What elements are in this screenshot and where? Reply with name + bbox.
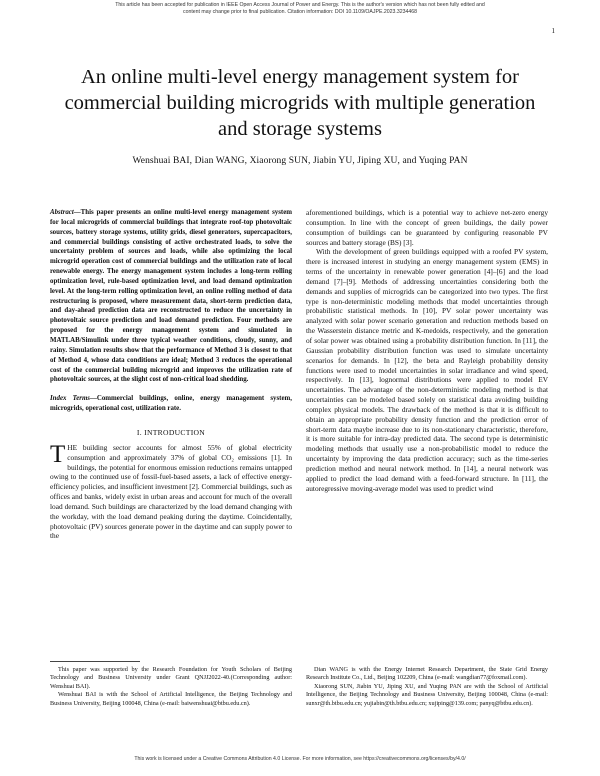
index-terms-text: —Commercial buildings, online, energy management system, microgrids, operational cost, utilization rate. (50, 395, 292, 413)
index-terms (50, 394, 292, 414)
affiliation-footnote-3: Xiaorong SUN, Jiabin YU, Jiping XU, and Yuqing PAN are with the School of Artificial Intelligence, the Beijing Technology and Business University, Beijing 100048, China (e-mail: sunxr@th.btbu.edu.cn; yujiabin@th.btbu.edu.cn; xujiping@139.com; panyq@btbu.edu.cn). (306, 682, 548, 707)
footnote-rule (50, 661, 140, 662)
introduction-text: HE building sector accounts for almost 55% of global electricity consumption and approximately 37% of global CO₂ emissions [1]. In buildings, the potential for enormous emission reductions remains untapped owing to the continued use of fossil-fuel-based assets, a lack of effective energy-efficiency policies, and insufficient investment [2]. Commercial buildings, such as offices and banks, widely exist in urban areas and account for much of the overall load demand. Such buildings are characterized by the load demand changing with the workday, with the load demand peaking during the daytime. Coincidentally, photovoltaic (PV) sources generate power in the daytime and can supply power to the (50, 442, 293, 541)
publication-banner: This article has been accepted for publication in IEEE Open Access Journal of Power and Energy. This is the author's version which has not been fully edited and content may change prior to final publication. Citation information: DOI 10.1109/OAJPE.2023.3234468 (115, 2, 485, 15)
index-terms-lead: Index Terms (50, 395, 90, 403)
introduction-paragraph (50, 440, 293, 541)
abstract-lead: Abstract (50, 209, 74, 216)
abstract-text: —This paper presents an online multi-level energy management system for local microgrids of commercial buildings that integrate roof-top photovoltaic sources, battery storage systems, utility grids, diesel generators, supercapacitors, and commercial buildings consisting of active orchestrated loads, to solve the uncertainty problem of sources and loads, while also optimizing the local microgrid operation cost of commercial buildings and the utilization rate of local renewable energy. The energy management system includes a long-term rolling optimization level, rule-based optimization level, and load demand optimization level. At the long-term rolling optimization level, an online rolling method of data restructuring is proposed, where measurement data, short-term prediction data, and day-ahead prediction data are reconstructed to reduce the uncertainty in photovoltaic source prediction and load demand prediction. Four methods are proposed for the energy management system and simulated in MATLAB/Simulink under three typical weather conditions, cloudy, sunny, and rainy. Simulation results show that the performance of Method 3 is closest to that of Method 4, whose data conditions are ideal; Method 3 reduces the operational cost of the commercial building microgrid and improves the utilization rate of photovoltaic sources, at the slight cost of non-critical load shedding. (50, 209, 292, 384)
page-number: 1 (551, 27, 555, 35)
affiliation-footnote-1: Wenshuai BAI is with the School of Artificial Intelligence, the Beijing Technology and Business University, Beijing 100048, China (e-mail: baiwenshuai@btbu.edu.cn). (50, 691, 292, 707)
abstract (50, 208, 292, 385)
author-list: Wenshuai BAI, Dian WANG, Xiaorong SUN, Jiabin YU, Jiping XU, and Yuqing PAN (132, 156, 468, 166)
left-column (50, 208, 292, 541)
right-column (306, 208, 548, 493)
right-paragraph-2: With the development of green buildings equipped with a roofed PV system, there is increased interest in studying an energy management system (EMS) in terms of the uncertainty in renewable power generation [4]–[6] and the load demand [7]–[9]. Methods of addressing uncertainties considering both the demands and supplies of microgrids can be categorized into two types. The first type is non-deterministic modeling methods that model uncertainties through probabilistic statistical methods. In [10], PV solar power uncertainty was analyzed with solar power scenario generation and reduction methods based on the Wasserstein distance metric and K-medoids, respectively, and the generation of solar power was obtained using a probability distribution function. In [11], the Gaussian probability distribution function was used to simulate uncertainty scenarios for demands. In [12], the beta and Rayleigh probability density functions were used to model uncertainties in solar irradiance and wind speed, respectively. In [13], lognormal distributions were applied to model EV uncertainties. The advantage of the non-deterministic modeling method is that uncertainties can be modeled based solely on statistical data avoiding building complex physical models. The drawback of the method is that it is difficult to obtain an appropriate probability density function and the prediction error of short-term data maybe increase due to its non-stationary characteristic, therefore, it is more suitable for intra-day predicted data. The second type is deterministic modeling methods that usually use a non-probabilistic model to reduce the uncertainty by improving the data prediction accuracy; such as the time-series prediction method and neural network method. In [14], a neural network was applied to predict the load demand with a feed-forward structure. In [11], the autoregressive moving-average model was used to predict wind (306, 247, 548, 493)
section-heading-introduction: I. INTRODUCTION (136, 427, 206, 437)
right-paragraph-1: aforementioned buildings, which is a potential way to achieve net-zero energy consumption. In line with the concept of green buildings, the daily power consumption of buildings can be guaranteed by configuring reasonable PV sources and battery storage (BS) [3]. (306, 208, 548, 247)
affiliation-footnote-2: Dian WANG is with the Energy Internet Research Department, the State Grid Energy Research Institute Co., Ltd., Beijing 102209, China (e-mail: wangdian77@foxmail.com). (306, 666, 548, 682)
footnotes-left (50, 661, 292, 708)
license-footer: This work is licensed under a Creative Commons Attribution 4.0 License. For more information, see https://creativecommons.org/licenses/by/4.0/ (134, 756, 466, 762)
funding-footnote: This paper was supported by the Research Foundation for Youth Scholars of Beijing Technology and Business University under Grant QNJJ2022-40.(Corresponding author: Wenshuai BAI). (50, 666, 292, 690)
drop-cap: T (50, 440, 66, 468)
footnotes-right (306, 666, 548, 708)
paper-title: An online multi-level energy management system for commercial building microgrids with multiple generation and storage systems (64, 66, 536, 140)
